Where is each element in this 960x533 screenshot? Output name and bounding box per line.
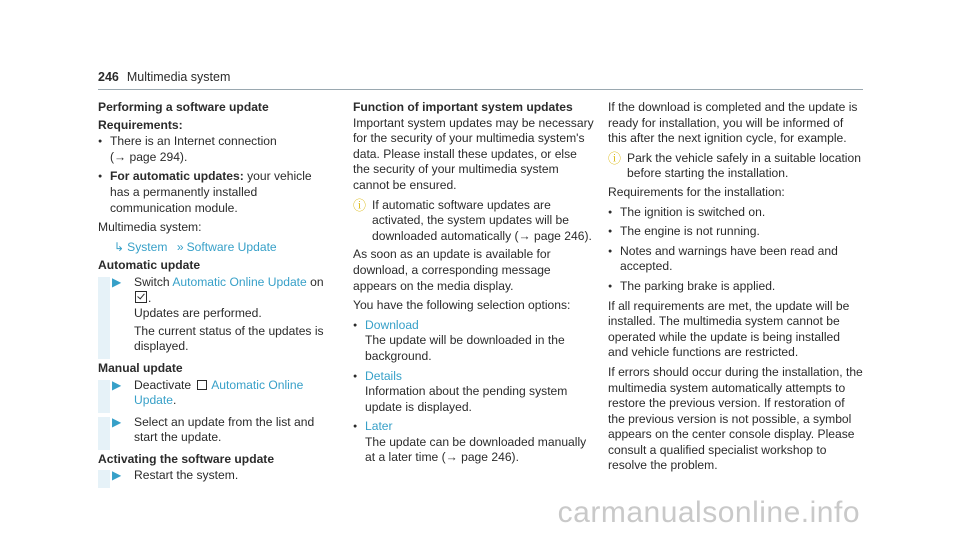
menu-path	[98, 240, 326, 256]
menu-system[interactable]: System	[127, 239, 168, 254]
step-item	[98, 415, 326, 446]
section-title: Multimedia system	[126, 70, 231, 84]
option-text: The update will be downloaded in the background.	[365, 333, 565, 363]
list-item	[353, 318, 597, 365]
step-bar	[98, 470, 110, 488]
note-text: If automatic software updates are activated, the system updates will be downloaded automatically (→ page 246).	[372, 197, 592, 243]
column-2	[353, 100, 597, 470]
menu-path-label: Multimedia system:	[98, 220, 202, 235]
step-detail: The current status of the updates is displayed.	[134, 323, 324, 354]
section-heading: Performing a software update	[98, 100, 269, 114]
paragraph: If errors should occur during the installation, the multimedia system automatically attempts to restore the previous version. If restoration of the previous version is not possible, a symbol appears on the center console display. Please consult a qualified specialist workshop to resolve the problem.	[608, 364, 863, 473]
subheading-automatic: Automatic update	[98, 258, 201, 273]
paragraph: Important system updates may be necessary for the security of your multimedia system's data. Please install these updates, or else the security of your multimedia system cannot be ensured.	[353, 115, 594, 192]
option-text: The update can be downloaded manually at a later time (→ page 246).	[365, 434, 587, 465]
paragraph: If all requirements are met, the update will be installed. The multimedia system cannot be operated while the update is being installed and vehicle functions are restricted.	[608, 298, 850, 360]
step-text: Restart the system.	[134, 468, 239, 483]
note-text: Park the vehicle safely in a suitable location before starting the installation.	[627, 150, 861, 181]
watermark: carmanualsonline.info	[557, 496, 860, 530]
menu-software-update[interactable]: Software Update	[186, 239, 277, 254]
step-text: on	[306, 274, 324, 289]
page-reference-link[interactable]: (→ page 294).	[110, 149, 188, 164]
step-bar	[98, 277, 110, 359]
step-text: Switch	[134, 274, 173, 289]
subheading-activating: Activating the software update	[98, 451, 275, 466]
list-item	[98, 134, 326, 165]
paragraph: You have the following selection options:	[353, 298, 571, 313]
step-arrow-icon: ▶	[112, 414, 122, 429]
option-text: Information about the pending system update is displayed.	[365, 384, 568, 414]
step-result: Updates are performed.	[134, 306, 262, 321]
return-arrow-icon: ↳	[114, 239, 125, 254]
list-item: ● The parking brake is applied.	[608, 279, 863, 295]
section-heading: Function of important system updates	[353, 100, 573, 114]
list-item	[98, 169, 326, 216]
option-download[interactable]: ● Download	[365, 317, 419, 332]
paragraph: As soon as an update is available for download, a corresponding message appears on the media display.	[353, 247, 551, 293]
step-text: .	[173, 393, 177, 408]
list-item: ● Notes and warnings have been read and accepted.	[608, 244, 863, 275]
automatic-online-update-link[interactable]: Automatic Online Update	[134, 377, 304, 408]
paragraph: If the download is completed and the update is ready for installation, you will be informed of this after the next ignition cycle, for example.	[608, 100, 858, 146]
option-later[interactable]: ● Later	[365, 419, 393, 434]
step-bar	[98, 380, 110, 413]
requirements-label: Requirements:	[98, 117, 183, 132]
subheading-manual: Manual update	[98, 360, 183, 375]
note-item	[608, 151, 863, 182]
step-text: Select an update from the list and start the update.	[134, 414, 315, 445]
double-chevron-icon: »	[176, 239, 184, 254]
requirements-label: Requirements for the installation:	[608, 184, 785, 199]
column-3	[608, 100, 863, 478]
list-item	[353, 369, 597, 416]
list-item: ● The ignition is switched on.	[608, 205, 863, 221]
page-number: 246	[98, 70, 119, 84]
step-arrow-icon: ▶	[112, 377, 122, 392]
requirement-bold: For automatic updates:	[110, 169, 244, 184]
list-item: ● The engine is not running.	[608, 224, 863, 240]
header-divider	[98, 89, 863, 90]
requirement-text: your vehicle has a permanently installed communication module.	[110, 169, 312, 215]
step-item: ▶ Switch Automatic Online Update on . Updates are performed. The current status of the updates is displayed.	[98, 275, 326, 355]
info-icon: ⓘ	[608, 150, 622, 166]
page-header	[98, 70, 230, 86]
option-details[interactable]: ● Details	[365, 368, 402, 383]
requirement-text: There is an Internet connection	[110, 134, 277, 149]
step-arrow-icon: ▶	[112, 274, 122, 289]
step-bar	[98, 417, 110, 450]
step-item	[98, 378, 326, 409]
step-item	[98, 468, 326, 484]
list-item	[353, 419, 597, 466]
checkbox-empty-icon	[197, 380, 207, 390]
checkbox-checked-icon	[135, 291, 147, 303]
step-arrow-icon: ▶	[112, 468, 122, 483]
automatic-online-update-link[interactable]: Automatic Online Update	[172, 274, 307, 289]
step-text: Deactivate	[134, 377, 192, 392]
info-icon: ⓘ	[353, 197, 367, 213]
column-1	[98, 100, 326, 490]
note-item	[353, 198, 597, 245]
